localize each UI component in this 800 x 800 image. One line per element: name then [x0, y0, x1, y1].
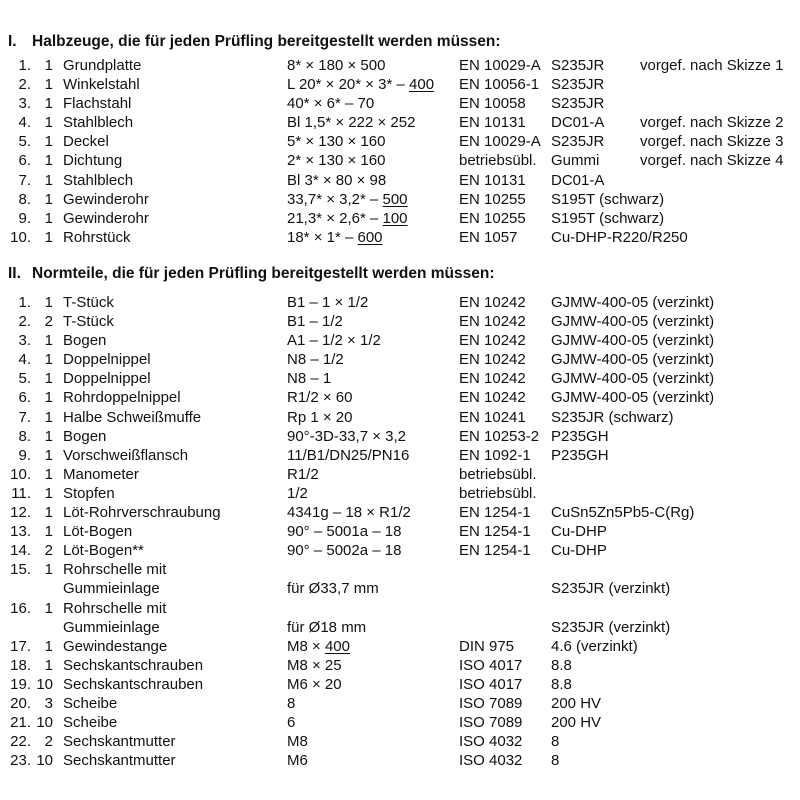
item-name: Gummieinlage: [63, 618, 160, 636]
item-qty: 10: [36, 714, 53, 732]
item-name: Gewinderohr: [63, 209, 149, 227]
item-norm: EN 10242: [459, 389, 526, 407]
item-dims-text: Bl 1,5* × 222 × 252: [287, 114, 416, 132]
item-num: 4.: [18, 351, 31, 369]
item-mat: S195T (schwarz): [551, 209, 665, 227]
item-name: Sechskantschrauben: [63, 675, 204, 693]
item-mat: 8.8: [551, 656, 572, 674]
list-item: [0, 637, 800, 656]
item-dims-text: 2* × 130 × 160: [287, 152, 386, 170]
item-name: Rohrschelle mit: [63, 599, 167, 617]
item-dims: [287, 694, 295, 713]
list-item: [0, 408, 800, 427]
item-qty: 3: [44, 694, 53, 712]
item-dims: [287, 465, 319, 484]
item-dims: [287, 579, 379, 598]
item-mat: DC01-A: [551, 114, 605, 132]
item-dims: [287, 656, 342, 675]
item-dims-text: 18* × 1* –: [287, 228, 358, 246]
item-dims-text: 90°-3D-33,7 × 3,2: [287, 427, 406, 445]
item-name: Sechskantschrauben: [63, 656, 204, 674]
item-dims: [287, 209, 408, 228]
list-item: [0, 465, 800, 484]
item-dims-text: 8* × 180 × 500: [287, 57, 386, 74]
item-dims-text: 4341g – 18 × R1/2: [287, 504, 411, 522]
item-mat: P235GH: [551, 427, 609, 445]
halbzeuge-list: [0, 56, 800, 247]
item-qty: 1: [44, 95, 53, 113]
item-num: 15.: [10, 561, 31, 579]
item-dims: [287, 446, 409, 465]
item-norm: EN 10242: [459, 351, 526, 369]
item-num: 4.: [18, 114, 31, 132]
item-norm: EN 10255: [459, 209, 526, 227]
item-name: Doppelnippel: [63, 351, 151, 369]
item-dims-text: 5* × 130 × 160: [287, 133, 386, 151]
item-mat: 200 HV: [551, 694, 602, 712]
item-qty: 1: [44, 446, 53, 464]
item-qty: 1: [44, 656, 53, 674]
item-dims-text: 90° – 5002a – 18: [287, 542, 402, 560]
item-norm: EN 10029-A: [459, 57, 541, 74]
item-dims-text: M6: [287, 752, 308, 770]
item-qty: 10: [36, 752, 53, 770]
item-name: Löt-Bogen: [63, 523, 133, 541]
item-name: Dichtung: [63, 152, 123, 170]
item-qty: 1: [44, 504, 53, 522]
list-item: [0, 446, 800, 465]
item-name: Grundplatte: [63, 57, 142, 74]
item-dims-text: 21,3* × 2,6* –: [287, 209, 383, 227]
item-dims: [287, 713, 295, 732]
item-dims: [287, 228, 383, 247]
list-item: [0, 732, 800, 751]
list-item: [0, 427, 800, 446]
item-dims-text: 8: [287, 694, 296, 712]
item-dims-text: M8: [287, 733, 308, 751]
item-qty: 2: [44, 542, 53, 560]
item-mat: GJMW-400-05 (verzinkt): [551, 294, 715, 311]
item-num: 1.: [18, 294, 31, 311]
list-item: [0, 675, 800, 694]
item-norm: ISO 4032: [459, 752, 523, 770]
item-num: 6.: [18, 389, 31, 407]
item-norm: ISO 4032: [459, 733, 523, 751]
item-qty: 1: [44, 427, 53, 445]
item-num: 17.: [10, 637, 31, 655]
section-number: I.: [8, 33, 17, 50]
item-qty: 1: [44, 294, 53, 311]
item-qty: 1: [44, 76, 53, 94]
item-note: vorgef. nach Skizze 4: [640, 152, 784, 170]
item-dims-text: für Ø18 mm: [287, 618, 367, 636]
item-dims-text: R1/2 × 60: [287, 389, 353, 407]
item-num: 12.: [10, 504, 31, 522]
item-dims-length: 400: [324, 637, 350, 655]
item-qty: 1: [44, 465, 53, 483]
item-name: Stahlblech: [63, 114, 134, 132]
item-name: Scheibe: [63, 694, 118, 712]
item-num: 13.: [10, 523, 31, 541]
item-dims-text: für Ø33,7 mm: [287, 580, 379, 598]
list-item: [0, 209, 800, 228]
item-name: Manometer: [63, 465, 139, 483]
list-item: [0, 56, 800, 75]
item-norm: EN 1092-1: [459, 446, 531, 464]
item-dims: [287, 427, 406, 446]
item-mat: S235JR (schwarz): [551, 408, 674, 426]
item-mat: S235JR: [551, 133, 605, 151]
item-mat: DC01-A: [551, 171, 605, 189]
list-item: [0, 350, 800, 369]
item-num: 21.: [10, 714, 31, 732]
list-item: [0, 312, 800, 331]
item-dims: [287, 151, 385, 170]
list-item: [0, 113, 800, 132]
list-item: [0, 151, 800, 170]
item-name: T-Stück: [63, 294, 114, 311]
item-mat: 8: [551, 752, 560, 770]
item-num: 1.: [18, 57, 31, 74]
item-dims: [287, 132, 385, 151]
item-name: Flachstahl: [63, 95, 132, 113]
item-qty: 10: [36, 675, 53, 693]
item-dims: [287, 541, 401, 560]
item-dims-text: B1 – 1 × 1/2: [287, 294, 369, 311]
item-norm: EN 10241: [459, 408, 526, 426]
item-num: 5.: [18, 133, 31, 151]
list-item: [0, 190, 800, 209]
item-norm: EN 1254-1: [459, 542, 531, 560]
item-qty: 2: [44, 313, 53, 331]
item-norm: ISO 7089: [459, 714, 523, 732]
list-item: [0, 75, 800, 94]
item-norm: ISO 4017: [459, 656, 523, 674]
item-dims: [287, 113, 415, 132]
item-name: Vorschweißflansch: [63, 446, 189, 464]
item-num: 7.: [18, 171, 31, 189]
item-name: Bogen: [63, 332, 107, 350]
item-name: Sechskantmutter: [63, 733, 176, 751]
item-mat: GJMW-400-05 (verzinkt): [551, 332, 715, 350]
item-norm: EN 1057: [459, 228, 518, 246]
item-qty: 1: [44, 190, 53, 208]
item-name: Halbe Schweißmuffe: [63, 408, 202, 426]
item-norm: betriebsübl.: [459, 484, 537, 502]
list-item: [0, 522, 800, 541]
list-item: [0, 541, 800, 560]
item-mat: GJMW-400-05 (verzinkt): [551, 351, 715, 369]
list-item: [0, 618, 800, 637]
item-qty: 1: [44, 332, 53, 350]
item-num: 2.: [18, 313, 31, 331]
item-mat: 8.8: [551, 675, 572, 693]
item-mat: S235JR: [551, 76, 605, 94]
item-dims: [287, 369, 331, 388]
item-dims-length: 500: [382, 190, 408, 208]
item-dims-text: 40* × 6* – 70: [287, 95, 375, 113]
item-norm: ISO 7089: [459, 694, 523, 712]
item-name: Deckel: [63, 133, 109, 151]
item-norm: EN 10058: [459, 95, 526, 113]
item-dims-text: 90° – 5001a – 18: [287, 523, 402, 541]
item-norm: betriebsübl.: [459, 465, 537, 483]
item-dims: [287, 75, 434, 94]
item-qty: 1: [44, 523, 53, 541]
item-mat: S235JR (verzinkt): [551, 580, 671, 598]
item-name: Löt-Rohrverschraubung: [63, 504, 221, 522]
item-dims-text: A1 – 1/2 × 1/2: [287, 332, 381, 350]
item-qty: 1: [44, 228, 53, 246]
item-dims-text: Bl 3* × 80 × 98: [287, 171, 387, 189]
item-qty: 1: [44, 351, 53, 369]
item-num: 14.: [10, 542, 31, 560]
section-heading-halbzeuge: [8, 33, 501, 51]
item-num: 8.: [18, 190, 31, 208]
item-num: 6.: [18, 152, 31, 170]
item-mat: S235JR: [551, 95, 605, 113]
item-num: 3.: [18, 95, 31, 113]
item-dims: [287, 618, 366, 637]
item-dims-text: M6 × 20: [287, 675, 342, 693]
list-item: [0, 751, 800, 770]
section-number: II.: [8, 265, 21, 282]
list-item: [0, 503, 800, 522]
list-item: [0, 560, 800, 579]
item-name: T-Stück: [63, 313, 114, 331]
item-qty: 1: [44, 114, 53, 132]
item-norm: EN 1254-1: [459, 504, 531, 522]
item-dims-text: Rp 1 × 20: [287, 408, 353, 426]
item-norm: EN 10253-2: [459, 427, 540, 445]
item-dims-length: 400: [409, 76, 435, 94]
item-dims-text: N8 – 1/2: [287, 351, 344, 369]
item-dims: [287, 503, 411, 522]
item-dims: [287, 171, 386, 190]
item-dims-text: R1/2: [287, 465, 319, 483]
item-name: Doppelnippel: [63, 370, 151, 388]
item-name: Rohrschelle mit: [63, 561, 167, 579]
item-name: Rohrdoppelnippel: [63, 389, 181, 407]
item-dims: [287, 293, 368, 312]
item-mat: 8: [551, 733, 560, 751]
item-qty: 1: [44, 152, 53, 170]
item-dims-text: B1 – 1/2: [287, 313, 343, 331]
item-mat: GJMW-400-05 (verzinkt): [551, 370, 715, 388]
section-heading-normteile: [8, 265, 495, 283]
item-qty: 1: [44, 57, 53, 74]
item-mat: CuSn5Zn5Pb5-C(Rg): [551, 504, 695, 522]
item-norm: EN 10242: [459, 370, 526, 388]
item-norm: EN 10255: [459, 190, 526, 208]
item-dims-length: 600: [357, 228, 383, 246]
item-mat: P235GH: [551, 446, 609, 464]
item-note: vorgef. nach Skizze 1: [640, 57, 784, 74]
item-num: 8.: [18, 427, 31, 445]
item-norm: DIN 975: [459, 637, 515, 655]
item-num: 11.: [11, 484, 31, 502]
item-note: vorgef. nach Skizze 2: [640, 114, 784, 132]
item-qty: 1: [44, 389, 53, 407]
item-mat: Cu-DHP-R220/R250: [551, 228, 688, 246]
item-norm: EN 1254-1: [459, 523, 531, 541]
item-dims: [287, 350, 344, 369]
item-dims: [287, 751, 308, 770]
item-num: 23.: [10, 752, 31, 770]
item-num: 3.: [18, 332, 31, 350]
item-mat: S235JR (verzinkt): [551, 618, 671, 636]
item-mat: S235JR: [551, 57, 605, 74]
item-mat: Gummi: [551, 152, 600, 170]
item-norm: EN 10131: [459, 114, 526, 132]
item-dims: [287, 408, 352, 427]
item-qty: 1: [44, 561, 53, 579]
item-qty: 1: [44, 408, 53, 426]
item-norm: EN 10056-1: [459, 76, 540, 94]
item-dims: [287, 190, 408, 209]
item-norm: EN 10242: [459, 332, 526, 350]
item-mat: GJMW-400-05 (verzinkt): [551, 313, 715, 331]
item-norm: EN 10131: [459, 171, 526, 189]
item-dims-text: M8 ×: [287, 637, 325, 655]
section-title: Halbzeuge, die für jeden Prüfling bereitgestellt werden müssen:: [32, 33, 501, 50]
item-mat: Cu-DHP: [551, 523, 607, 541]
item-num: 22.: [10, 733, 31, 751]
list-item: [0, 713, 800, 732]
item-mat: S195T (schwarz): [551, 190, 665, 208]
item-num: 5.: [18, 370, 31, 388]
list-item: [0, 484, 800, 503]
item-num: 2.: [18, 76, 31, 94]
list-item: [0, 599, 800, 618]
item-qty: 1: [44, 484, 53, 502]
item-name: Bogen: [63, 427, 107, 445]
list-item: [0, 293, 800, 312]
list-item: [0, 94, 800, 113]
list-item: [0, 656, 800, 675]
item-num: 9.: [18, 209, 31, 227]
item-dims: [287, 312, 343, 331]
list-item: [0, 331, 800, 350]
item-qty: 1: [44, 133, 53, 151]
item-dims-text: L 20* × 20* × 3* –: [287, 76, 410, 94]
list-item: [0, 132, 800, 151]
item-qty: 1: [44, 599, 53, 617]
item-norm: ISO 4017: [459, 675, 523, 693]
section-title: Normteile, die für jeden Prüfling bereitgestellt werden müssen:: [32, 265, 495, 282]
item-dims: [287, 94, 374, 113]
list-item: [0, 694, 800, 713]
item-norm: betriebsübl.: [459, 152, 537, 170]
item-mat: 4.6 (verzinkt): [551, 637, 638, 655]
item-dims: [287, 522, 401, 541]
item-norm: EN 10242: [459, 294, 526, 311]
item-dims-length: 100: [382, 209, 408, 227]
item-name: Gummieinlage: [63, 580, 160, 598]
item-num: 18.: [10, 656, 31, 674]
normteile-list: [0, 293, 800, 770]
item-note: vorgef. nach Skizze 3: [640, 133, 784, 151]
item-num: 10.: [10, 465, 31, 483]
item-num: 19.: [10, 675, 31, 693]
list-item: [0, 171, 800, 190]
item-qty: 1: [44, 370, 53, 388]
item-num: 10.: [10, 228, 31, 246]
item-dims: [287, 331, 381, 350]
item-num: 9.: [18, 446, 31, 464]
list-item: [0, 579, 800, 598]
item-mat: 200 HV: [551, 714, 602, 732]
item-qty: 1: [44, 209, 53, 227]
list-item: [0, 228, 800, 247]
item-name: Scheibe: [63, 714, 118, 732]
item-name: Sechskantmutter: [63, 752, 176, 770]
item-norm: EN 10242: [459, 313, 526, 331]
item-dims-text: N8 – 1: [287, 370, 332, 388]
list-item: [0, 369, 800, 388]
item-name: Gewinderohr: [63, 190, 149, 208]
item-mat: Cu-DHP: [551, 542, 607, 560]
item-name: Rohrstück: [63, 228, 131, 246]
item-qty: 2: [44, 733, 53, 751]
item-qty: 1: [44, 637, 53, 655]
item-norm: EN 10029-A: [459, 133, 541, 151]
item-dims: [287, 56, 385, 75]
item-dims: [287, 484, 308, 503]
item-dims: [287, 637, 350, 656]
item-mat: GJMW-400-05 (verzinkt): [551, 389, 715, 407]
item-dims-text: M8 × 25: [287, 656, 342, 674]
item-dims: [287, 732, 308, 751]
item-dims-text: 11/B1/DN25/PN16: [287, 446, 410, 464]
item-name: Stahlblech: [63, 171, 134, 189]
item-name: Stopfen: [63, 484, 115, 502]
item-num: 20.: [10, 694, 31, 712]
item-dims-text: 33,7* × 3,2* –: [287, 190, 383, 208]
item-name: Löt-Bogen**: [63, 542, 144, 560]
item-qty: 1: [44, 171, 53, 189]
item-num: 16.: [10, 599, 31, 617]
item-name: Winkelstahl: [63, 76, 140, 94]
item-dims-text: 6: [287, 714, 296, 732]
item-name: Gewindestange: [63, 637, 168, 655]
item-dims-text: 1/2: [287, 484, 308, 502]
list-item: [0, 388, 800, 407]
item-dims: [287, 675, 342, 694]
item-dims: [287, 388, 352, 407]
item-num: 7.: [18, 408, 31, 426]
